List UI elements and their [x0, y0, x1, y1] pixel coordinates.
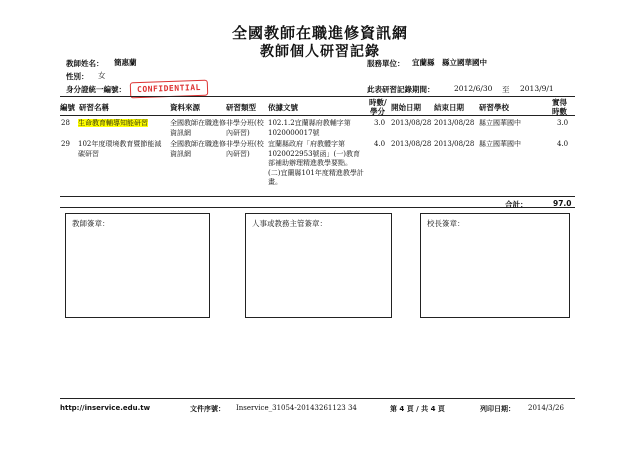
period-label: 此表研習記錄期間：: [367, 85, 435, 94]
table-bottom-rule: [60, 196, 575, 197]
col-header-hours-2: 學分: [370, 107, 385, 116]
col-header-end: 結束日期: [434, 103, 464, 112]
name-value: 簡惠蘭: [114, 58, 137, 67]
row-1-course: 生命教育輔導知能研習: [78, 119, 148, 127]
footer-rule: [60, 398, 575, 399]
confidential-stamp: CONFIDENTIAL: [130, 80, 209, 99]
row-2-doc: 宜蘭縣政府「府教體字第1020022953號函」(一)教育部補助辦理精進教學要點。(二)宜蘭縣101年度精進教學計畫。: [268, 140, 364, 186]
gender-value: 女: [98, 71, 106, 80]
print-date-value: 2014/3/26: [528, 404, 564, 412]
row-1-actual: 3.0: [557, 119, 569, 127]
row-2-source: 全國教師在職進修資訊網: [170, 140, 226, 158]
col-header-actual-2: 時數: [552, 107, 567, 116]
row-1-school: 縣立國華國中: [479, 119, 521, 127]
row-2-school: 縣立國華國中: [479, 140, 521, 148]
row-2-start: 2013/08/28: [391, 140, 432, 148]
print-date-label: 列印日期：: [480, 405, 515, 413]
teacher-signature-label: 教師簽章：: [72, 219, 110, 228]
period-end: 2013/9/1: [520, 84, 554, 93]
table-top-rule: [60, 96, 575, 97]
name-label: 教師姓名：: [66, 59, 104, 68]
footer-url[interactable]: http://inservice.edu.tw: [60, 404, 151, 412]
col-header-start: 開始日期: [391, 103, 421, 112]
teacher-signature-box[interactable]: [65, 213, 210, 318]
unit-value: 宜蘭縣 縣立國華國中: [412, 58, 487, 67]
col-header-course: 研習名稱: [79, 103, 109, 112]
row-1-type: 非學分班(校內研習): [226, 119, 264, 137]
hr-signature-label: 人事或教務主管簽章：: [252, 219, 327, 228]
row-2-no: 29: [61, 140, 70, 148]
row-2-course: 102年度環境教育暨節能減碳研習: [78, 140, 162, 158]
gender-label: 性別：: [66, 72, 89, 81]
principal-signature-label: 校長簽章：: [427, 219, 465, 228]
col-header-actual-1: 實得: [552, 98, 567, 107]
period-to: 至: [502, 85, 510, 94]
row-2-hours: 4.0: [374, 140, 386, 148]
col-header-hours-1: 時數/: [369, 98, 387, 107]
col-header-no: 編號: [60, 103, 75, 112]
total-rule: [60, 207, 575, 208]
row-2-end: 2013/08/28: [434, 140, 475, 148]
row-1-hours: 3.0: [374, 119, 386, 127]
col-header-school: 研習學校: [479, 103, 509, 112]
page-subtitle: 教師個人研習記錄: [260, 44, 380, 60]
row-1-start: 2013/08/28: [391, 119, 432, 127]
row-2-type: 非學分班(校內研習): [226, 140, 264, 158]
col-header-source: 資料來源: [170, 103, 200, 112]
total-value: 97.0: [553, 199, 572, 208]
doc-serial-value: Inservice_31054-20143261123 34: [236, 404, 357, 412]
row-1-source: 全國教師在職進修資訊網: [170, 119, 226, 137]
doc-serial-label: 文件序號：: [190, 405, 225, 413]
unit-label: 服務單位：: [367, 59, 405, 68]
row-1-doc: 102.1.2宜蘭縣府教輔字第1020000017號: [268, 119, 351, 137]
page-indicator: 第 4 頁 / 共 4 頁: [390, 405, 445, 413]
total-label: 合計：: [505, 200, 528, 209]
period-start: 2012/6/30: [454, 84, 493, 93]
col-header-doc: 依據文號: [268, 103, 298, 112]
principal-signature-box[interactable]: [420, 213, 570, 318]
col-header-type: 研習類型: [226, 103, 256, 112]
hr-signature-box[interactable]: [245, 213, 392, 318]
id-label: 身分證統一編號：: [66, 85, 126, 94]
table-header-rule: [60, 115, 575, 116]
page-title: 全國教師在職進修資訊網: [231, 24, 408, 42]
row-2-actual: 4.0: [557, 140, 569, 148]
row-1-no: 28: [61, 119, 70, 127]
row-1-end: 2013/08/28: [434, 119, 475, 127]
